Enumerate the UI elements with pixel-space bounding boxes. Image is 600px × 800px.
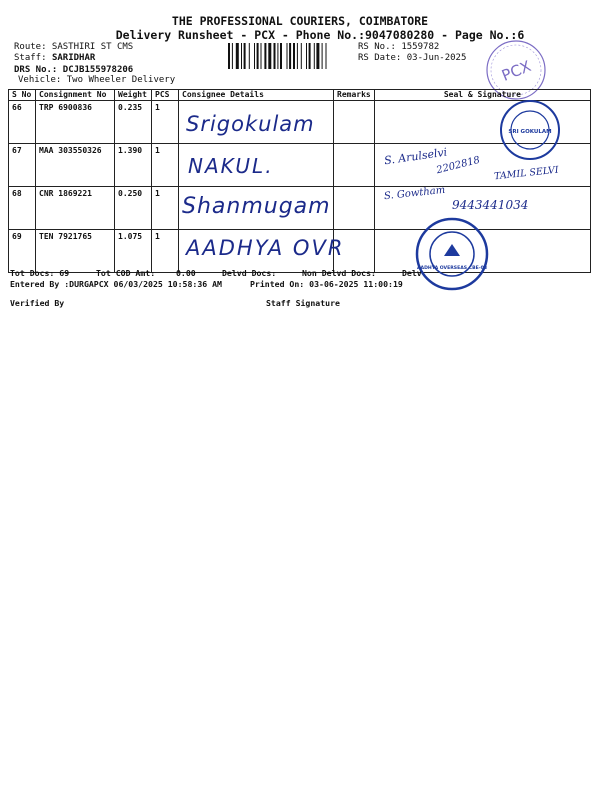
col-seal: Seal & Signature	[374, 90, 590, 101]
tot-docs: Tot Docs: 69	[10, 268, 70, 278]
row-consignment: TEN 7921765	[36, 230, 115, 273]
row-consignment: CNR 1869221	[36, 187, 115, 230]
signature-68: S. Gowtham	[383, 184, 446, 203]
pcx-stamp-text: PCX	[499, 57, 534, 85]
tot-cod-label: Tot COD Amt:	[96, 268, 156, 278]
row-sno: 68	[9, 187, 36, 230]
row-remarks	[334, 101, 375, 144]
barcode-image	[228, 43, 354, 69]
drs-value: DCJB155978206	[62, 65, 134, 75]
seal-stamp-66-text: SRI GOKULAM	[508, 129, 552, 135]
non-delvd-docs: Non Delvd Docs:	[302, 268, 376, 278]
row-weight: 0.235	[115, 101, 152, 144]
signature-68-number: 9443441034	[452, 198, 529, 212]
runsheet-subtitle: Delivery Runsheet - PCX - Phone No.:9047080280 - Page No.:6	[115, 28, 525, 42]
row-pcs: 1	[152, 187, 179, 230]
row-weight: 0.250	[115, 187, 152, 230]
row-consignment: TRP 6900836	[36, 101, 115, 144]
vehicle-label: Vehicle: Two Wheeler Delivery	[18, 75, 176, 85]
printed-on: Printed On: 03-06-2025 11:00:19	[250, 279, 403, 289]
route-label: Route: SASTHIRI ST CMS	[14, 42, 134, 52]
entered-by: Entered By :DURGAPCX 06/03/2025 10:58:36 AM	[10, 279, 222, 289]
handwritten-name-66: Srigokulam	[186, 112, 315, 136]
row-pcs: 1	[152, 230, 179, 273]
seal-stamp-69	[414, 216, 490, 292]
drs-line	[14, 65, 133, 75]
handwritten-name-69: AADHYA OVR	[186, 236, 345, 260]
drs-label: DRS No.:	[14, 65, 58, 75]
row-pcs: 1	[152, 144, 179, 187]
row-sno: 66	[9, 101, 36, 144]
col-consignment: Consignment No	[36, 90, 115, 101]
signature-67: S. Arulselvi	[383, 145, 448, 168]
row-weight: 1.075	[115, 230, 152, 273]
delv-cut-text: Delv	[402, 268, 422, 278]
company-name: THE PROFESSIONAL COURIERS, COIMBATORE	[171, 14, 429, 28]
delvd-docs: Delvd Docs:	[222, 268, 277, 278]
rs-number: RS No.: 1559782	[358, 42, 440, 52]
seal-stamp-69-text: AADHYA OVERSEAS CBE-03	[416, 266, 488, 271]
col-remarks: Remarks	[334, 90, 375, 101]
tot-cod-value: 0.00	[176, 268, 196, 278]
col-weight: Weight	[115, 90, 152, 101]
row-sno: 67	[9, 144, 36, 187]
handwritten-name-68: Shanmugam	[182, 194, 331, 219]
row-weight: 1.390	[115, 144, 152, 187]
staff-line	[14, 53, 95, 63]
row-remarks	[334, 187, 375, 230]
staff-value: SARIDHAR	[51, 53, 96, 63]
rs-date: RS Date: 03-Jun-2025	[358, 53, 467, 63]
signature-67-name: TAMIL SELVI	[493, 164, 560, 183]
verified-by: Verified By	[10, 298, 65, 308]
seal-stamp-66	[498, 98, 562, 162]
row-consignment: MAA 303550326	[36, 144, 115, 187]
row-remarks	[334, 144, 375, 187]
staff-signature: Staff Signature	[266, 298, 340, 308]
col-pcs: PCS	[152, 90, 179, 101]
staff-label: Staff:	[14, 53, 47, 63]
row-sno: 69	[9, 230, 36, 273]
col-sno: S No	[9, 90, 36, 101]
row-pcs: 1	[152, 101, 179, 144]
handwritten-name-67: NAKUL.	[188, 154, 274, 178]
signature-67-number: 2202818	[435, 154, 482, 177]
col-consignee: Consignee Details	[179, 90, 334, 101]
